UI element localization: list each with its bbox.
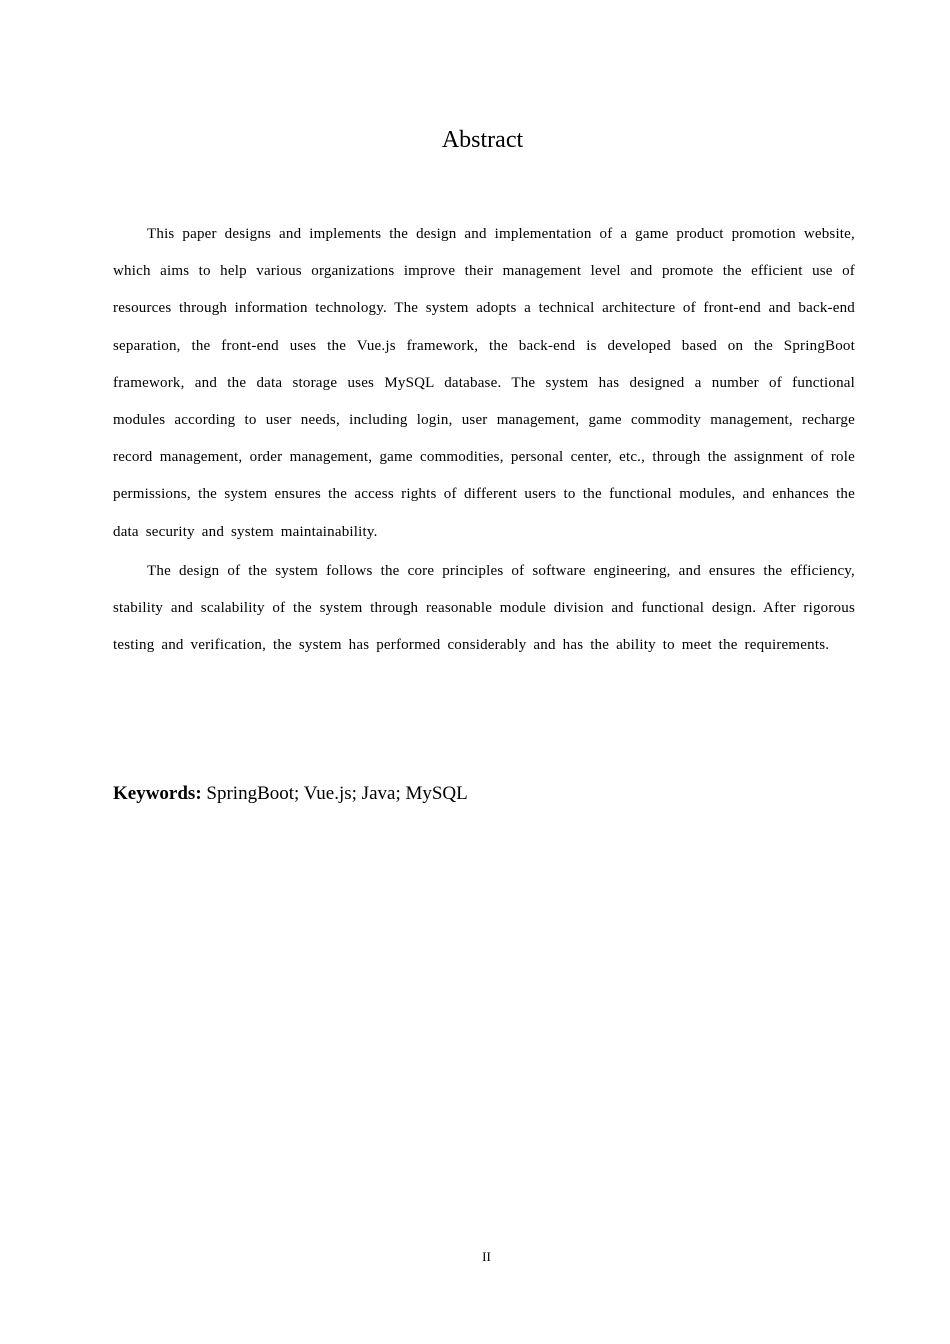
keywords-line	[113, 781, 468, 807]
abstract-paragraph-1: This paper designs and implements the design and implementation of a game product promotion website, which aims to help various organizations improve their management level and promote the efficient use of resources through information technology. The system adopts a technical architecture of front-end and back-end separation, the front-end uses the Vue.js framework, the back-end is developed based on the SpringBoot framework, and the data storage uses MySQL database. The system has designed a number of functional modules according to user needs, including login, user management, game commodity management, recharge record management, order management, game commodities, personal center, etc., through the assignment of role permissions, the system ensures the access rights of different users to the functional modules, and enhances the data security and system maintainability.	[113, 226, 855, 540]
keywords-value: SpringBoot; Vue.js; Java; MySQL	[206, 783, 468, 804]
abstract-body	[113, 216, 855, 666]
abstract-paragraph-2: The design of the system follows the core principles of software engineering, and ensures the efficiency, stability and scalability of the system through reasonable module division and functional design. After rigorous testing and verification, the system has performed considerably and has the ability to meet the requirements.	[113, 562, 855, 654]
abstract-title: Abstract	[441, 127, 524, 153]
keywords-label: Keywords:	[113, 783, 202, 804]
page-number: II	[482, 1249, 491, 1264]
